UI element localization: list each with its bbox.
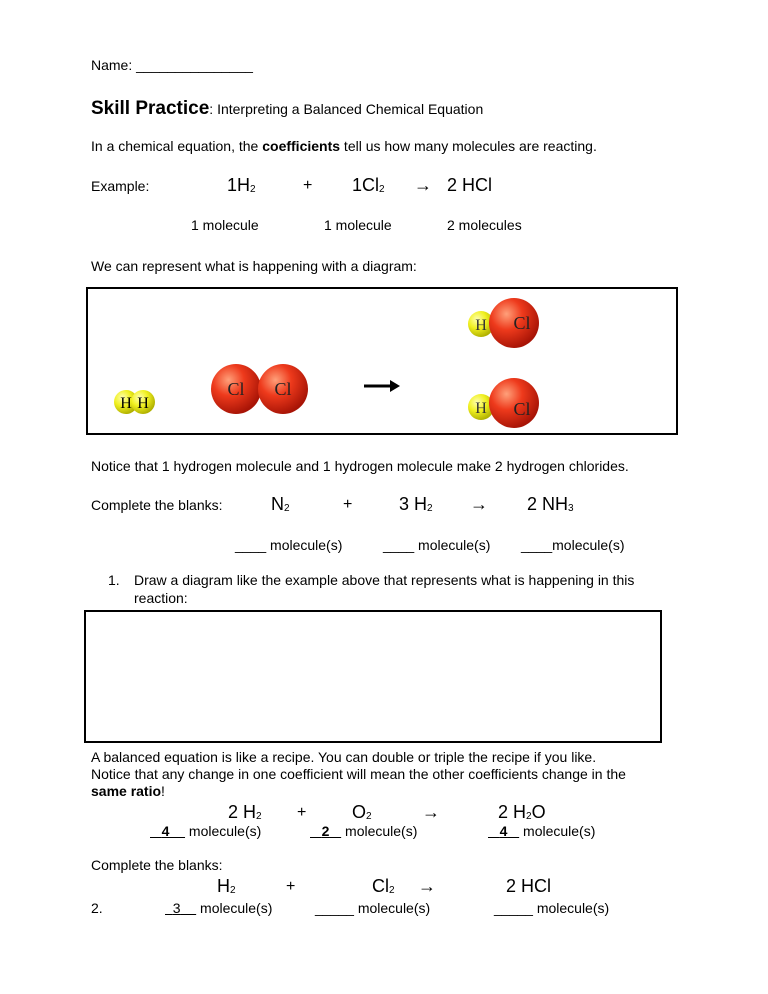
h-atom-label: H (475, 317, 487, 334)
water-answer-3: 4 molecule(s) (499, 823, 596, 839)
example-label: Example: (91, 178, 150, 194)
same-ratio: same ratio (91, 783, 162, 799)
h2-reactant-2: $H_2$ (217, 876, 236, 896)
example-count-2: 1 molecule (324, 217, 392, 233)
page-title (91, 98, 483, 120)
complete-label-1: Complete the blanks: (91, 497, 223, 513)
h2-molecule (114, 390, 155, 414)
notice-text: Notice that 1 hydrogen molecule and 1 hydrogen molecule make 2 hydrogen chlorides. (91, 458, 629, 474)
plus-sign-2: + (286, 878, 296, 895)
example-diagram (86, 287, 678, 435)
water-answer-1: 4 molecule(s) (161, 823, 262, 839)
complete-label-2: Complete the blanks: (91, 857, 223, 873)
plus-sign: + (343, 496, 353, 513)
intro-bold: coefficients (262, 138, 341, 154)
blank-3[interactable]: ____molecule(s) (521, 537, 625, 553)
cl-atom-label: Cl (227, 379, 245, 399)
recipe-line2: Notice that any change in one coefficient will mean the other coefficients change in the (91, 766, 626, 782)
hcl-molecule (468, 298, 539, 348)
drawing-area[interactable] (84, 610, 662, 743)
cl-atom-label: Cl (513, 399, 531, 419)
example-reactant-1: $1H_2$ (227, 175, 256, 195)
intro-pre: In a chemical equation, the (91, 138, 263, 154)
q2-answer-1: 3 molecule(s) (172, 900, 273, 916)
q2-blank-3[interactable]: _____ molecule(s) (494, 900, 610, 916)
reaction-arrow (364, 380, 400, 392)
water-r1: 2 $H_2$ (228, 802, 262, 822)
question-1-number: 1. (108, 572, 120, 588)
water-plus: + (297, 804, 307, 821)
q2-blank-2[interactable]: _____ molecule(s) (315, 900, 431, 916)
arrow: → (470, 494, 488, 514)
nh3-product: 2 $NH_3$ (527, 494, 574, 514)
title-bold: Skill Practice (91, 98, 210, 119)
question-2-number: 2. (91, 900, 103, 916)
example-reactant-2: $1Cl_2$ (352, 175, 385, 195)
n2-reactant: $N_2$ (271, 494, 290, 514)
example-product: 2 HCl (447, 175, 493, 195)
diagram-intro: We can represent what is happening with a diagram: (91, 258, 417, 274)
h2-reactant: 3 $H_2$ (399, 494, 433, 514)
name-line[interactable]: Name: _______________ (91, 57, 253, 73)
blank-2[interactable]: ____ molecule(s) (383, 537, 491, 553)
water-arrow: → (422, 802, 440, 822)
hcl-molecule (468, 378, 539, 428)
question-1-line1: Draw a diagram like the example above that represents what is happening in this (134, 572, 635, 588)
example-arrow: → (414, 175, 432, 195)
recipe-line3: same ratio! (91, 783, 165, 799)
h-atom-label: H (120, 395, 132, 412)
water-r2: $O_2$ (352, 802, 372, 822)
h-atom-label: H (137, 395, 149, 412)
example-count-1: 1 molecule (191, 217, 259, 233)
molecule-diagram-svg (88, 289, 676, 433)
water-product: 2 $H_2O$ (498, 802, 546, 822)
cl2-molecule (211, 364, 308, 414)
question-1-line2: reaction: (134, 590, 188, 606)
example-plus: + (303, 177, 313, 194)
cl-atom-label: Cl (274, 379, 292, 399)
intro-text (91, 138, 597, 154)
cl-atom-label: Cl (513, 313, 531, 333)
cl2-reactant: $Cl_2$ (372, 876, 395, 896)
intro-post: tell us how many molecules are reacting. (340, 138, 597, 154)
h-atom-label: H (475, 400, 487, 417)
example-count-3: 2 molecules (447, 217, 522, 233)
water-answer-2: 2 molecule(s) (321, 823, 418, 839)
blank-1[interactable]: ____ molecule(s) (235, 537, 343, 553)
hcl-product: 2 HCl (506, 876, 552, 896)
arrow-2: → (418, 876, 436, 896)
recipe-line1: A balanced equation is like a recipe. You can double or triple the recipe if you like. (91, 749, 597, 765)
title-rest: : Interpreting a Balanced Chemical Equation (209, 101, 484, 117)
